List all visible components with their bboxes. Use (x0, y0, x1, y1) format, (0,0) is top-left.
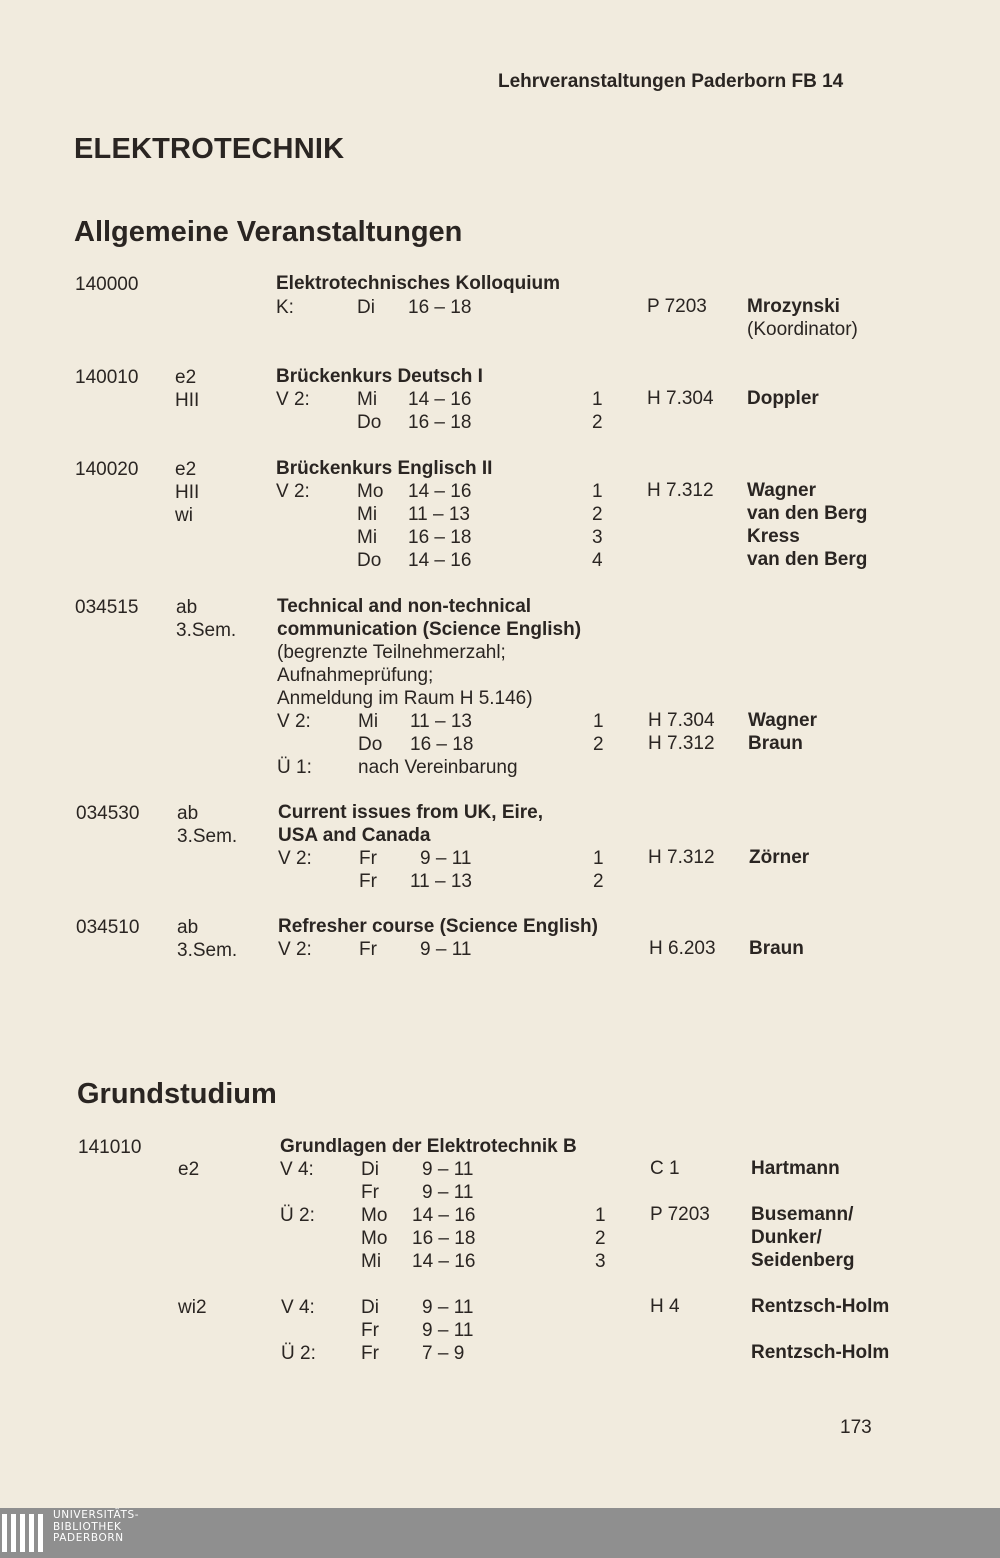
session-lecturer: Seidenberg (751, 1250, 855, 1271)
session-room: H 7.312 (648, 733, 715, 754)
course-type: K: (276, 297, 294, 318)
course-tag: wi2 (178, 1297, 207, 1318)
session-room: H 7.304 (647, 388, 714, 409)
session-day: Do (358, 734, 383, 755)
course-type: V 2: (276, 481, 310, 502)
course-lecturer: Mrozynski (747, 296, 840, 317)
session-group: 3 (592, 527, 603, 548)
session-time: 11 – 13 (408, 504, 470, 525)
session-time: 9 – 11 (420, 939, 472, 960)
session-time: 16 – 18 (408, 412, 472, 433)
session-room: C 1 (650, 1158, 680, 1179)
course-tag: e2 (175, 459, 197, 480)
library-logo-icon (2, 1514, 47, 1552)
session-lecturer: Rentzsch-Holm (751, 1342, 890, 1363)
session-day: Mi (357, 504, 378, 525)
session-time: 9 – 11 (422, 1182, 474, 1203)
session-day: Mi (357, 527, 378, 548)
session-group: 1 (592, 389, 603, 410)
section-heading-grundstudium: Grundstudium (77, 1078, 277, 1110)
page-title: ELEKTROTECHNIK (74, 133, 345, 165)
session-lecturer: van den Berg (747, 549, 868, 570)
course-room: P 7203 (647, 296, 707, 317)
session-day: Do (357, 412, 382, 433)
course-tag: ab (176, 597, 198, 618)
session-day: Mi (358, 711, 379, 732)
session-day: Fr (359, 871, 377, 892)
session-time: 9 – 11 (420, 848, 472, 869)
library-name-line: PADERBORN (53, 1532, 124, 1544)
session-day: Mo (361, 1205, 388, 1226)
session-room: H 4 (650, 1296, 680, 1317)
session-day: Fr (361, 1320, 379, 1341)
session-day: Mi (357, 389, 378, 410)
page-number: 173 (840, 1417, 872, 1438)
course-note: (Koordinator) (747, 319, 858, 340)
session-group: 2 (595, 1228, 606, 1249)
course-note: Aufnahmeprüfung; (277, 665, 434, 686)
session-group: 1 (593, 848, 604, 869)
library-name (53, 1510, 139, 1545)
session-day: Do (357, 550, 382, 571)
session-lecturer: Braun (749, 938, 804, 959)
session-lecturer: Dunker/ (751, 1227, 822, 1248)
course-number: 141010 (78, 1137, 142, 1158)
session-lecturer: Braun (748, 733, 803, 754)
session-lecturer: Kress (747, 526, 800, 547)
course-tag: e2 (175, 367, 197, 388)
course-title: Brückenkurs Deutsch I (276, 366, 483, 387)
course-type: Ü 1: (277, 757, 312, 778)
session-time: 16 – 18 (408, 527, 472, 548)
session-time: 9 – 11 (422, 1159, 474, 1180)
session-day: Mo (361, 1228, 388, 1249)
course-type: V 2: (278, 848, 312, 869)
session-day: Di (361, 1159, 379, 1180)
session-group: 4 (592, 550, 603, 571)
session-room: H 7.312 (647, 480, 714, 501)
course-tag: ab (177, 917, 199, 938)
session-group: 2 (592, 412, 603, 433)
session-day: Fr (359, 848, 377, 869)
session-time: 16 – 18 (412, 1228, 476, 1249)
session-group: 2 (592, 504, 603, 525)
course-type: V 4: (280, 1159, 314, 1180)
session-lecturer: Wagner (747, 480, 816, 501)
running-head: Lehrveranstaltungen Paderborn FB 14 (498, 71, 844, 92)
course-number: 034515 (75, 597, 139, 618)
course-type: V 2: (278, 939, 312, 960)
session-time: 14 – 16 (412, 1205, 476, 1226)
course-tag: ab (177, 803, 199, 824)
session-time: 14 – 16 (408, 481, 472, 502)
session-day: Mo (357, 481, 384, 502)
course-number: 034510 (76, 917, 140, 938)
session-room: P 7203 (650, 1204, 710, 1225)
course-title: USA and Canada (278, 825, 431, 846)
session-group: 3 (595, 1251, 606, 1272)
course-tag: HII (175, 390, 200, 411)
session-time: 16 – 18 (410, 734, 474, 755)
session-lecturer: Rentzsch-Holm (751, 1296, 890, 1317)
session-lecturer: Hartmann (751, 1158, 840, 1179)
session-group: 2 (593, 734, 604, 755)
course-note: (begrenzte Teilnehmerzahl; (277, 642, 506, 663)
session-lecturer: van den Berg (747, 503, 868, 524)
session-time: 14 – 16 (408, 389, 472, 410)
session-lecturer: Wagner (748, 710, 817, 731)
session-group: 1 (592, 481, 603, 502)
course-time: 16 – 18 (408, 297, 472, 318)
course-title: Brückenkurs Englisch II (276, 458, 493, 479)
course-tag: 3.Sem. (177, 826, 238, 847)
session-room: H 7.304 (648, 710, 715, 731)
session-time: 14 – 16 (408, 550, 472, 571)
course-number: 140000 (75, 274, 139, 295)
course-title: Grundlagen der Elektrotechnik B (280, 1136, 577, 1157)
course-number: 140010 (75, 367, 139, 388)
course-tag: 3.Sem. (177, 940, 238, 961)
course-title: Current issues from UK, Eire, (278, 802, 544, 823)
course-day: Di (357, 297, 375, 318)
course-type: Ü 2: (280, 1205, 315, 1226)
course-tag: e2 (178, 1159, 200, 1180)
course-type: V 2: (276, 389, 310, 410)
session-time: 9 – 11 (422, 1297, 474, 1318)
session-lecturer: Doppler (747, 388, 819, 409)
session-day: Fr (361, 1182, 379, 1203)
session-lecturer: Busemann/ (751, 1204, 854, 1225)
course-type: V 2: (277, 711, 311, 732)
session-time: 7 – 9 (422, 1343, 465, 1364)
course-tag: HII (175, 482, 200, 503)
session-day: Di (361, 1297, 379, 1318)
course-type: Ü 2: (281, 1343, 316, 1364)
course-title: Elektrotechnisches Kolloquium (276, 273, 560, 294)
library-name-line: BIBLIOTHEK (53, 1520, 122, 1533)
session-day: Fr (361, 1343, 379, 1364)
session-group: 1 (595, 1205, 606, 1226)
session-time: 11 – 13 (410, 711, 472, 732)
course-number: 034530 (76, 803, 140, 824)
course-tag: wi (175, 505, 193, 526)
course-title: communication (Science English) (277, 619, 582, 640)
library-footer-bar (0, 1508, 1000, 1558)
session-time: 11 – 13 (410, 871, 472, 892)
session-day: Fr (359, 939, 377, 960)
session-room: H 7.312 (648, 847, 715, 868)
session-group: 1 (593, 711, 604, 732)
session-room: H 6.203 (649, 938, 716, 959)
session-time: 9 – 11 (422, 1320, 474, 1341)
session-group: 2 (593, 871, 604, 892)
session-lecturer: Zörner (749, 847, 810, 868)
course-tag: 3.Sem. (176, 620, 237, 641)
library-name-line: UNIVERSITÄTS- (53, 1509, 140, 1521)
course-type: V 4: (281, 1297, 315, 1318)
course-title: Technical and non-technical (277, 596, 532, 617)
session-arrangement: nach Vereinbarung (358, 757, 518, 778)
course-number: 140020 (75, 459, 139, 480)
session-time: 14 – 16 (412, 1251, 476, 1272)
session-day: Mi (361, 1251, 382, 1272)
section-heading-allgemein: Allgemeine Veranstaltungen (74, 216, 463, 248)
course-note: Anmeldung im Raum H 5.146) (277, 688, 533, 709)
course-title: Refresher course (Science English) (278, 916, 598, 937)
